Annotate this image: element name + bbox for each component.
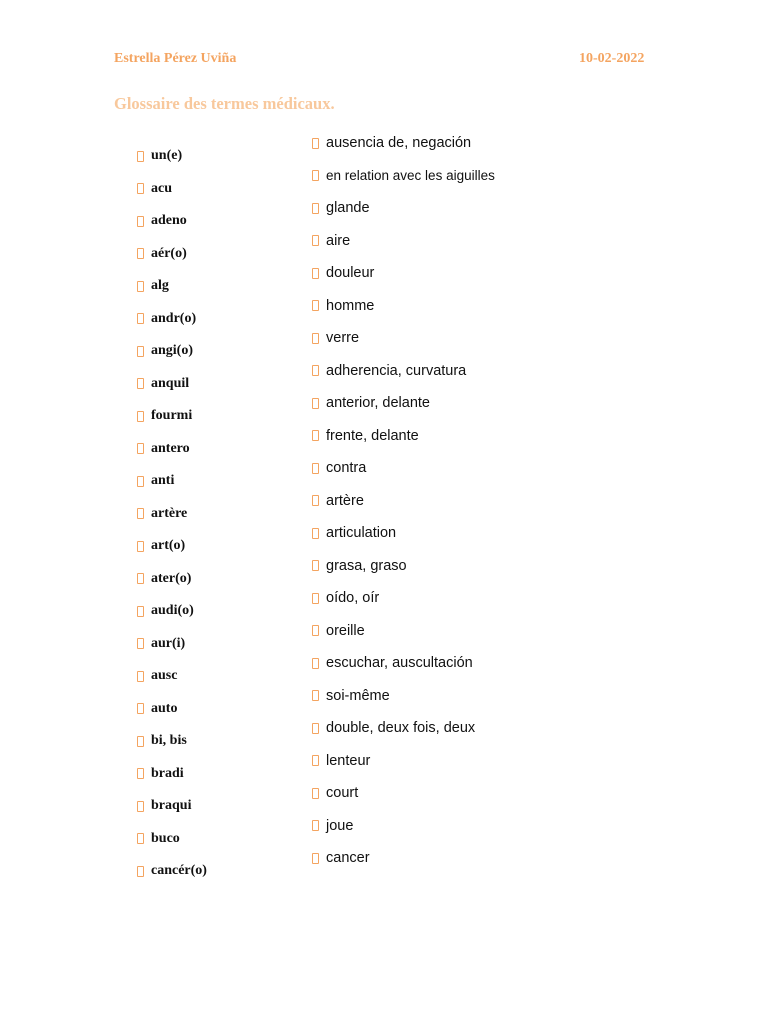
term-item-text: bi, bis <box>151 733 187 749</box>
meaning-item-text: oído, oír <box>326 590 380 607</box>
term-item <box>137 433 207 466</box>
term-item-text: audi(o) <box>151 603 194 619</box>
bullet-icon <box>137 703 144 714</box>
bullet-icon <box>137 411 144 422</box>
term-item-text: auto <box>151 700 178 716</box>
bullet-icon <box>137 476 144 487</box>
meaning-item <box>312 290 495 323</box>
document-title: Glossaire des termes médicaux. <box>114 94 335 113</box>
meanings-list <box>312 127 495 875</box>
meaning-item <box>312 680 495 713</box>
bullet-icon <box>137 866 144 877</box>
meaning-item-text: joue <box>326 817 354 834</box>
meaning-item-text: anterior, delante <box>326 395 430 412</box>
bullet-icon <box>137 346 144 357</box>
bullet-icon <box>312 820 319 831</box>
meaning-item-text: escuchar, auscultación <box>326 655 473 672</box>
term-item <box>137 173 207 206</box>
bullet-icon <box>312 268 319 279</box>
term-item <box>137 725 207 758</box>
term-item-text: acu <box>151 180 172 196</box>
term-item <box>137 400 207 433</box>
meaning-item <box>312 257 495 290</box>
bullet-icon <box>312 625 319 636</box>
term-item <box>137 660 207 693</box>
bullet-icon <box>137 183 144 194</box>
meaning-item-text: homme <box>326 297 375 314</box>
term-item-text: braqui <box>151 798 192 814</box>
meaning-item-text: court <box>326 785 359 802</box>
term-item-text: andr(o) <box>151 310 197 326</box>
term-item <box>137 368 207 401</box>
meaning-item <box>312 420 495 453</box>
meaning-item <box>312 810 495 843</box>
terms-list <box>137 140 207 888</box>
bullet-icon <box>312 593 319 604</box>
term-item-text: ausc <box>151 668 178 684</box>
term-item-text: antero <box>151 440 190 456</box>
meaning-item <box>312 550 495 583</box>
bullet-icon <box>312 235 319 246</box>
term-item-text: aér(o) <box>151 245 187 261</box>
meaning-item-text: aire <box>326 232 351 249</box>
meaning-item <box>312 127 495 160</box>
bullet-icon <box>312 853 319 864</box>
bullet-icon <box>137 151 144 162</box>
meaning-item <box>312 192 495 225</box>
term-item <box>137 498 207 531</box>
meaning-item <box>312 615 495 648</box>
meaning-item <box>312 485 495 518</box>
meaning-item <box>312 225 495 258</box>
meaning-item <box>312 842 495 875</box>
bullet-icon <box>137 833 144 844</box>
bullet-icon <box>137 216 144 227</box>
term-item-text: fourmi <box>151 408 193 424</box>
bullet-icon <box>137 248 144 259</box>
bullet-icon <box>312 723 319 734</box>
term-item-text: buco <box>151 830 180 846</box>
bullet-icon <box>137 573 144 584</box>
bullet-icon <box>312 560 319 571</box>
meaning-item <box>312 322 495 355</box>
term-item-text: bradi <box>151 765 184 781</box>
bullet-icon <box>137 736 144 747</box>
term-item <box>137 205 207 238</box>
bullet-icon <box>312 203 319 214</box>
meaning-item-text: oreille <box>326 622 365 639</box>
meaning-item <box>312 387 495 420</box>
meaning-item-text: double, deux fois, deux <box>326 720 476 737</box>
term-item-text: angi(o) <box>151 343 193 359</box>
term-item <box>137 335 207 368</box>
bullet-icon <box>137 378 144 389</box>
term-item <box>137 270 207 303</box>
meaning-item-text: adherencia, curvatura <box>326 362 467 379</box>
meaning-item <box>312 517 495 550</box>
term-item <box>137 465 207 498</box>
bullet-icon <box>137 638 144 649</box>
bullet-icon <box>312 430 319 441</box>
bullet-icon <box>312 333 319 344</box>
bullet-icon <box>312 138 319 149</box>
meaning-item <box>312 647 495 680</box>
bullet-icon <box>312 365 319 376</box>
meaning-item-text: lenteur <box>326 752 371 769</box>
meaning-item-text: en relation avec les aiguilles <box>326 168 495 184</box>
author-name: Estrella Pérez Uviña <box>114 51 237 66</box>
meaning-item <box>312 712 495 745</box>
bullet-icon <box>312 398 319 409</box>
term-item <box>137 303 207 336</box>
bullet-icon <box>137 801 144 812</box>
bullet-icon <box>312 495 319 506</box>
meaning-item-text: glande <box>326 200 370 217</box>
term-item <box>137 140 207 173</box>
meaning-item-text: contra <box>326 460 367 477</box>
term-item-text: artère <box>151 505 188 521</box>
meaning-item-text: grasa, graso <box>326 557 407 574</box>
meaning-item-text: frente, delante <box>326 427 419 444</box>
term-item-text: adeno <box>151 213 187 229</box>
term-item-text: ater(o) <box>151 570 192 586</box>
document-date: 10-02-2022 <box>579 51 645 66</box>
meaning-item <box>312 452 495 485</box>
term-item-text: aur(i) <box>151 635 186 651</box>
meaning-item <box>312 582 495 615</box>
bullet-icon <box>137 671 144 682</box>
bullet-icon <box>137 508 144 519</box>
term-item-text: anti <box>151 473 175 489</box>
term-item <box>137 238 207 271</box>
term-item <box>137 693 207 726</box>
bullet-icon <box>312 170 319 181</box>
term-item <box>137 628 207 661</box>
term-item <box>137 855 207 888</box>
meaning-item <box>312 777 495 810</box>
term-item-text: alg <box>151 278 169 294</box>
term-item <box>137 563 207 596</box>
term-item <box>137 823 207 856</box>
term-item-text: cancér(o) <box>151 863 207 879</box>
meaning-item-text: soi-même <box>326 687 390 704</box>
meaning-item <box>312 355 495 388</box>
bullet-icon <box>312 755 319 766</box>
bullet-icon <box>312 690 319 701</box>
bullet-icon <box>312 528 319 539</box>
term-item <box>137 790 207 823</box>
bullet-icon <box>137 281 144 292</box>
term-item-text: anquil <box>151 375 190 391</box>
meaning-item-text: verre <box>326 330 360 347</box>
term-item-text: art(o) <box>151 538 186 554</box>
term-item <box>137 758 207 791</box>
meaning-item <box>312 160 495 193</box>
bullet-icon <box>312 788 319 799</box>
term-item <box>137 530 207 563</box>
meaning-item-text: cancer <box>326 850 370 867</box>
bullet-icon <box>312 300 319 311</box>
bullet-icon <box>137 541 144 552</box>
meaning-item-text: douleur <box>326 265 375 282</box>
meaning-item-text: articulation <box>326 525 397 542</box>
meaning-item <box>312 745 495 778</box>
bullet-icon <box>137 606 144 617</box>
bullet-icon <box>137 768 144 779</box>
term-item-text: un(e) <box>151 148 183 164</box>
meaning-item-text: ausencia de, negación <box>326 135 472 152</box>
bullet-icon <box>137 313 144 324</box>
term-item <box>137 595 207 628</box>
bullet-icon <box>137 443 144 454</box>
bullet-icon <box>312 658 319 669</box>
meaning-item-text: artère <box>326 492 364 509</box>
bullet-icon <box>312 463 319 474</box>
